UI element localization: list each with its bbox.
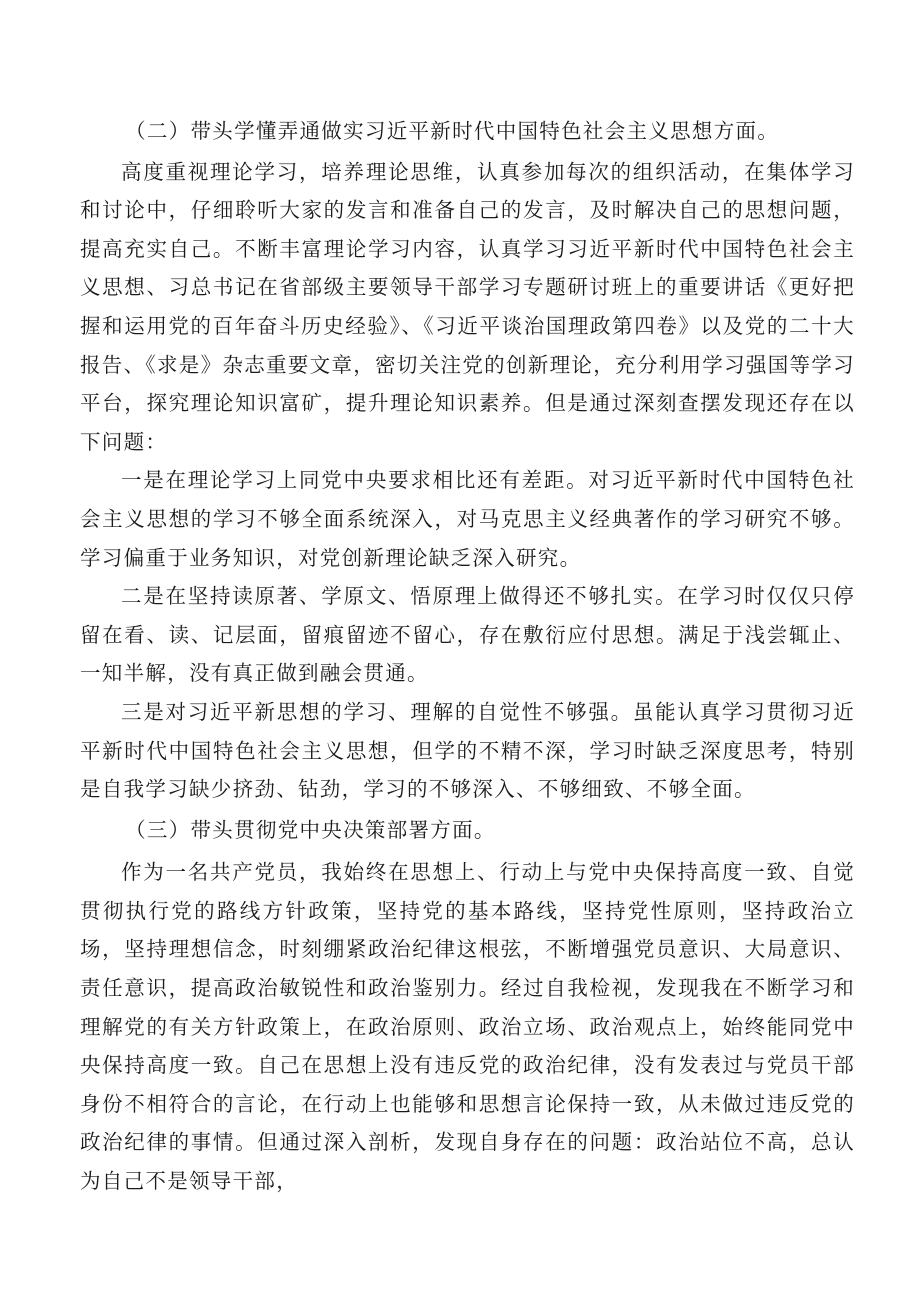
- paragraph-theory-study: 高度重视理论学习，培养理论思维，认真参加每次的组织活动，在集体学习和讨论中，仔细聆听大家的发言和准备自己的发言，及时解决自己的思想问题，提高充实自己。不断丰富理论学习内容，认真学习习近平新时代中国特色社会主义思想、习总书记在省部级主要领导干部学习专题研讨班上的重要讲话《更好把握和运用党的百年奋斗历史经验》、《习近平谈治国理政第四卷》以及党的二十大报告、《求是》杂志重要文章，密切关注党的创新理论，充分利用学习强国等学习平台，探究理论知识富矿，提升理论知识素养。但是通过深刻查摆发现还存在以下问题：: [80, 159, 855, 454]
- paragraph-problem-1: 一是在理论学习上同党中央要求相比还有差距。对习近平新时代中国特色社会主义思想的学习不够全面系统深入，对马克思主义经典著作的学习研究不够。学习偏重于业务知识，对党创新理论缺乏深入研究。: [80, 468, 855, 570]
- section-heading-2: （二）带头学懂弄通做实习近平新时代中国特色社会主义思想方面。: [125, 119, 780, 143]
- paragraph-problem-2: 二是在坚持读原著、学原文、悟原理上做得还不够扎实。在学习时仅仅只停留在看、读、记层面，留痕留迹不留心，存在敷衍应付思想。满足于浅尝辄止、一知半解，没有真正做到融会贯通。: [80, 584, 855, 686]
- paragraph-problem-3: 三是对习近平新思想的学习、理解的自觉性不够强。虽能认真学习贯彻习近平新时代中国特色社会主义思想，但学的不精不深，学习时缺乏深度思考，特别是自我学习缺少挤劲、钻劲，学习的不够深入、不够细致、不够全面。: [80, 699, 855, 802]
- paragraph-party-policy: 作为一名共产党员，我始终在思想上、行动上与党中央保持高度一致、自觉贯彻执行党的路线方针政策，坚持党的基本路线，坚持党性原则，坚持政治立场，坚持理想信念，时刻绷紧政治纪律这根弦，不断增强党员意识、大局意识、责任意识，提高政治敏锐性和政治鉴别力。经过自我检视，发现我在不断学习和理解党的有关方针政策上，在政治原则、政治立场、政治观点上，始终能同党中央保持高度一致。自己在思想上没有违反党的政治纪律，没有发表过与党员干部身份不相符合的言论，在行动上也能够和思想言论保持一致，从未做过违反党的政治纪律的事情。但通过深入剖析，发现自身存在的问题：政治站位不高，总认为自己不是领导干部，: [80, 860, 855, 1194]
- document-body: [80, 112, 855, 1201]
- section-heading-3: （三）带头贯彻党中央决策部署方面。: [125, 817, 496, 842]
